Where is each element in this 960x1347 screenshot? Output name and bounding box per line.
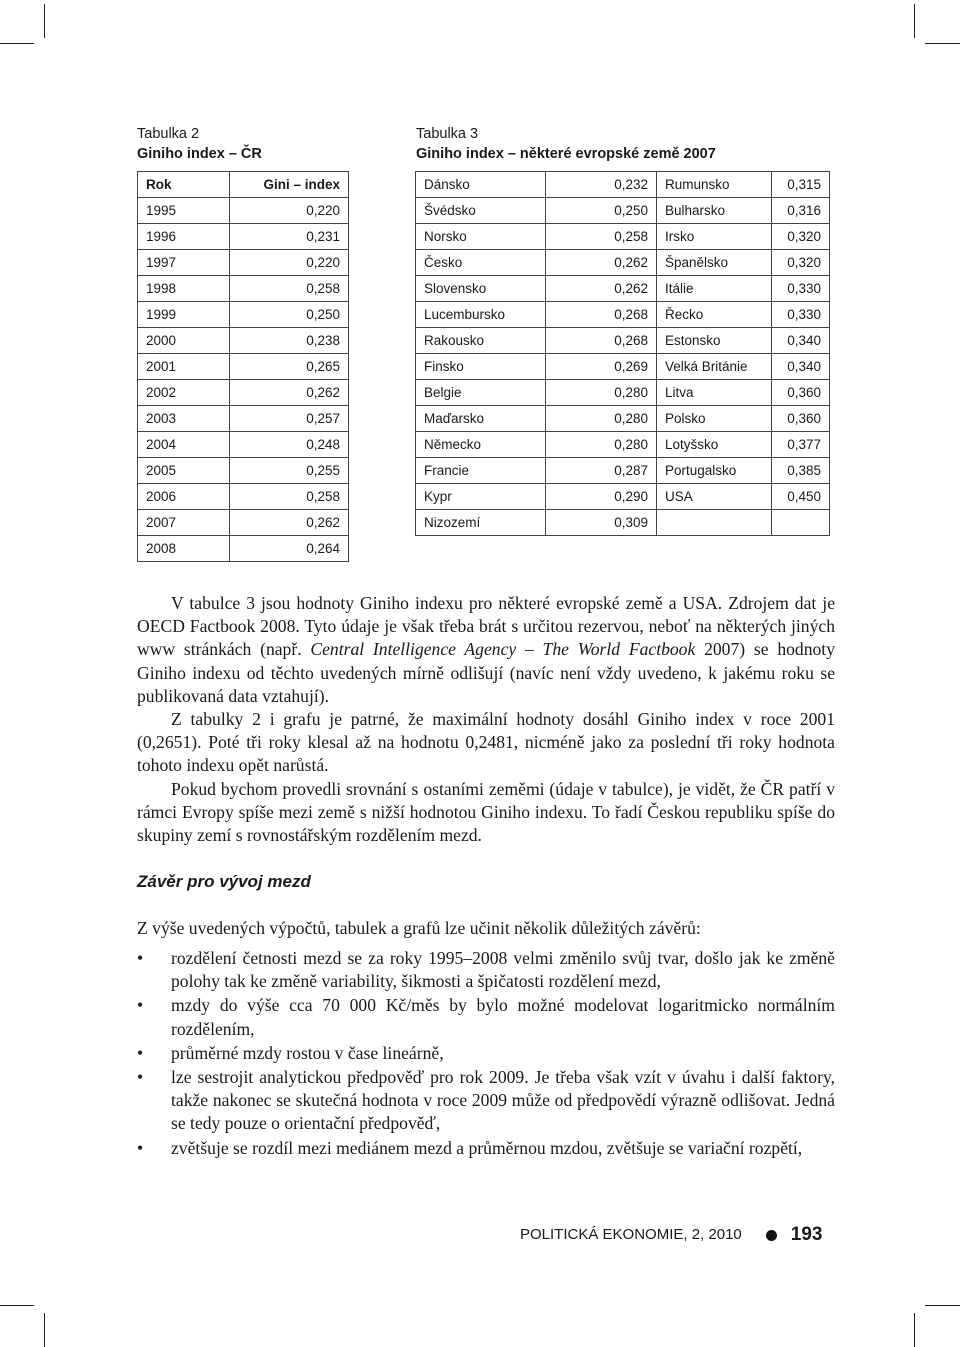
crop-mark bbox=[0, 43, 34, 44]
table3-title: Giniho index – některé evropské země 2007 bbox=[416, 146, 716, 162]
gini-cell: 0,220 bbox=[230, 250, 349, 276]
table-row bbox=[138, 380, 349, 406]
table-row bbox=[416, 432, 830, 458]
gini-cell: 0,309 bbox=[546, 510, 657, 536]
section-heading: Závěr pro vývoj mezd bbox=[137, 872, 311, 891]
gini-cell: 0,255 bbox=[230, 458, 349, 484]
country-cell: Španělsko bbox=[657, 250, 772, 276]
table-row bbox=[416, 510, 830, 536]
table-row bbox=[138, 432, 349, 458]
table-row bbox=[138, 536, 349, 562]
gini-cell: 0,280 bbox=[546, 432, 657, 458]
table-row bbox=[416, 302, 830, 328]
list-item-text: mzdy do výše cca 70 000 Kč/měs by bylo možné modelovat logaritmicko normálním rozdělením, bbox=[171, 995, 835, 1039]
gini-cell: 0,377 bbox=[772, 432, 830, 458]
table-row bbox=[416, 172, 830, 198]
gini-cell: 0,287 bbox=[546, 458, 657, 484]
country-cell: Německo bbox=[416, 432, 546, 458]
gini-cell: 0,262 bbox=[230, 380, 349, 406]
bullet-icon: • bbox=[137, 948, 144, 968]
table3-label: Tabulka 3 bbox=[416, 126, 479, 142]
year-cell: 2006 bbox=[138, 484, 230, 510]
country-cell bbox=[657, 510, 772, 536]
year-cell: 2001 bbox=[138, 354, 230, 380]
gini-cell: 0,250 bbox=[546, 198, 657, 224]
page-footer bbox=[520, 1224, 822, 1246]
table-row bbox=[416, 380, 830, 406]
list-item-text: rozdělení četnosti mezd se za roky 1995–2008 velmi změnilo svůj tvar, došlo jak ke změně polohy tak ke změně variability, šikmosti a špičatosti rozdělení mezd, bbox=[171, 948, 835, 992]
table3-caption bbox=[416, 124, 716, 164]
list-item-text: zvětšuje se rozdíl mezi mediánem mezd a průměrnou mzdou, zvětšuje se variační rozpětí, bbox=[171, 1137, 803, 1158]
gini-cell: 0,258 bbox=[230, 484, 349, 510]
paragraph-1-text-end: 2007) se hodnoty Giniho indexu od těchto uvedených mírně odlišují (navíc není vždy uvedeno, k jakému roku se publikovaná data vztahují). bbox=[137, 639, 835, 706]
gini-cell: 0,330 bbox=[772, 276, 830, 302]
year-cell: 2003 bbox=[138, 406, 230, 432]
table2-label: Tabulka 2 bbox=[137, 126, 200, 142]
table-row bbox=[138, 406, 349, 432]
header-gini: Gini – index bbox=[230, 172, 349, 198]
gini-cell: 0,385 bbox=[772, 458, 830, 484]
paragraph-1-text: V tabulce 3 jsou hodnoty Giniho indexu pro některé evropské země a USA. Zdrojem dat je OECD Factbook 2008. Tyto údaje je však třeba brát s určitou rezervou, neboť na některých jiných www stránkách (např. bbox=[137, 593, 835, 660]
table-row bbox=[416, 328, 830, 354]
table-row bbox=[416, 224, 830, 250]
crop-mark bbox=[925, 1305, 960, 1306]
table-row bbox=[416, 458, 830, 484]
country-cell: Portugalsko bbox=[657, 458, 772, 484]
journal-name: POLITICKÁ EKONOMIE, 2, 2010 bbox=[520, 1225, 742, 1243]
year-cell: 1996 bbox=[138, 224, 230, 250]
country-cell: Rakousko bbox=[416, 328, 546, 354]
table-row bbox=[416, 198, 830, 224]
country-cell: Itálie bbox=[657, 276, 772, 302]
gini-cell: 0,340 bbox=[772, 328, 830, 354]
paragraph-1 bbox=[137, 592, 835, 708]
gini-cell: 0,450 bbox=[772, 484, 830, 510]
bullet-icon: • bbox=[137, 1042, 144, 1063]
gini-cell: 0,232 bbox=[546, 172, 657, 198]
gini-cell: 0,262 bbox=[230, 510, 349, 536]
country-cell: Polsko bbox=[657, 406, 772, 432]
paragraph-2: Z tabulky 2 i grafu je patrné, že maximální hodnoty dosáhl Giniho index v roce 2001 (0,2651). Poté tři roky klesal až na hodnotu 0,2481, nicméně jako za poslední tři roky hodnota tohoto indexu opět narůstá. bbox=[137, 709, 835, 776]
table-row bbox=[416, 276, 830, 302]
table-row bbox=[138, 354, 349, 380]
country-cell: Francie bbox=[416, 458, 546, 484]
gini-cell: 0,220 bbox=[230, 198, 349, 224]
crop-mark bbox=[44, 4, 45, 38]
paragraph-3: Pokud bychom provedli srovnání s ostaními zeměmi (údaje v tabulce), je vidět, že ČR patří v rámci Evropy spíše mezi země s nižší hodnotou Giniho indexu. To řadí Českou republiku spíše do skupiny zemí s rovnostářským rozdělením mezd. bbox=[137, 778, 835, 846]
bullet-icon: • bbox=[137, 995, 144, 1016]
country-cell: Nizozemí bbox=[416, 510, 546, 536]
country-cell: Kypr bbox=[416, 484, 546, 510]
country-cell: Lotyšsko bbox=[657, 432, 772, 458]
table3 bbox=[415, 171, 830, 536]
list-item bbox=[137, 1042, 835, 1065]
table-row bbox=[138, 302, 349, 328]
paragraph-1-citation: Central Intelligence Agency – The World Factbook bbox=[310, 639, 696, 660]
crop-mark bbox=[0, 1305, 34, 1306]
year-cell: 1995 bbox=[138, 198, 230, 224]
crop-mark bbox=[914, 4, 915, 38]
footer-dot-icon bbox=[766, 1230, 777, 1241]
table-row bbox=[138, 198, 349, 224]
gini-cell: 0,360 bbox=[772, 380, 830, 406]
bullet-icon: • bbox=[137, 1137, 144, 1158]
body-text bbox=[137, 592, 835, 847]
year-cell: 1998 bbox=[138, 276, 230, 302]
year-cell: 2005 bbox=[138, 458, 230, 484]
country-cell: Estonsko bbox=[657, 328, 772, 354]
list-item bbox=[137, 1066, 835, 1136]
gini-cell: 0,231 bbox=[230, 224, 349, 250]
gini-cell: 0,360 bbox=[772, 406, 830, 432]
gini-cell: 0,340 bbox=[772, 354, 830, 380]
gini-cell: 0,268 bbox=[546, 302, 657, 328]
country-cell: USA bbox=[657, 484, 772, 510]
country-cell: Dánsko bbox=[416, 172, 546, 198]
year-cell: 2002 bbox=[138, 380, 230, 406]
gini-cell: 0,248 bbox=[230, 432, 349, 458]
table-row bbox=[416, 406, 830, 432]
country-cell: Bulharsko bbox=[657, 198, 772, 224]
country-cell: Řecko bbox=[657, 302, 772, 328]
country-cell: Švédsko bbox=[416, 198, 546, 224]
list-item-text: lze sestrojit analytickou předpověď pro rok 2009. Je třeba však vzít v úvahu i další faktory, takže nakonec se skutečná hodnota v roce 2009 může od předpovědí výrazně odlišovat. Jedná se tedy pouze o orientační předpověď, bbox=[171, 1067, 835, 1134]
country-cell: Belgie bbox=[416, 380, 546, 406]
crop-mark bbox=[44, 1313, 45, 1347]
year-cell: 2000 bbox=[138, 328, 230, 354]
list-item bbox=[137, 994, 835, 1040]
gini-cell: 0,269 bbox=[546, 354, 657, 380]
gini-cell: 0,250 bbox=[230, 302, 349, 328]
gini-cell: 0,264 bbox=[230, 536, 349, 562]
country-cell: Irsko bbox=[657, 224, 772, 250]
gini-cell: 0,290 bbox=[546, 484, 657, 510]
year-cell: 1997 bbox=[138, 250, 230, 276]
list-item-text: průměrné mzdy rostou v čase lineárně, bbox=[171, 1042, 444, 1063]
table-row bbox=[138, 510, 349, 536]
gini-cell: 0,238 bbox=[230, 328, 349, 354]
table-row bbox=[138, 276, 349, 302]
country-cell: Litva bbox=[657, 380, 772, 406]
year-cell: 2004 bbox=[138, 432, 230, 458]
gini-cell: 0,268 bbox=[546, 328, 657, 354]
table-row bbox=[416, 484, 830, 510]
list-item bbox=[137, 947, 835, 993]
gini-cell: 0,315 bbox=[772, 172, 830, 198]
table-row bbox=[138, 484, 349, 510]
country-cell: Finsko bbox=[416, 354, 546, 380]
gini-cell: 0,265 bbox=[230, 354, 349, 380]
table2-caption bbox=[137, 124, 262, 164]
country-cell: Rumunsko bbox=[657, 172, 772, 198]
country-cell: Slovensko bbox=[416, 276, 546, 302]
table2-title: Giniho index – ČR bbox=[137, 146, 262, 162]
crop-mark bbox=[914, 1313, 915, 1347]
gini-cell: 0,262 bbox=[546, 276, 657, 302]
bullet-icon: • bbox=[137, 1067, 144, 1088]
gini-cell: 0,280 bbox=[546, 380, 657, 406]
page-number: 193 bbox=[790, 1224, 823, 1245]
year-cell: 1999 bbox=[138, 302, 230, 328]
country-cell: Lucembursko bbox=[416, 302, 546, 328]
gini-cell: 0,258 bbox=[230, 276, 349, 302]
header-year: Rok bbox=[138, 172, 230, 198]
table-row bbox=[138, 224, 349, 250]
gini-cell: 0,320 bbox=[772, 250, 830, 276]
country-cell: Velká Británie bbox=[657, 354, 772, 380]
country-cell: Norsko bbox=[416, 224, 546, 250]
gini-cell: 0,280 bbox=[546, 406, 657, 432]
table-row bbox=[138, 250, 349, 276]
table-row bbox=[416, 250, 830, 276]
table-row bbox=[138, 458, 349, 484]
gini-cell: 0,330 bbox=[772, 302, 830, 328]
table2 bbox=[137, 171, 349, 562]
gini-cell: 0,316 bbox=[772, 198, 830, 224]
crop-mark bbox=[925, 43, 960, 44]
table-row bbox=[138, 328, 349, 354]
country-cell: Maďarsko bbox=[416, 406, 546, 432]
year-cell: 2008 bbox=[138, 536, 230, 562]
gini-cell: 0,257 bbox=[230, 406, 349, 432]
list-item bbox=[137, 1137, 835, 1160]
conclusion-list bbox=[137, 947, 835, 1161]
gini-cell: 0,320 bbox=[772, 224, 830, 250]
year-cell: 2007 bbox=[138, 510, 230, 536]
country-cell: Česko bbox=[416, 250, 546, 276]
section-intro: Z výše uvedených výpočtů, tabulek a grafů lze učinit několik důležitých závěrů: bbox=[137, 918, 701, 938]
gini-cell: 0,258 bbox=[546, 224, 657, 250]
gini-cell: 0,262 bbox=[546, 250, 657, 276]
table-row bbox=[416, 354, 830, 380]
table-header-row bbox=[138, 172, 349, 198]
gini-cell bbox=[772, 510, 830, 536]
